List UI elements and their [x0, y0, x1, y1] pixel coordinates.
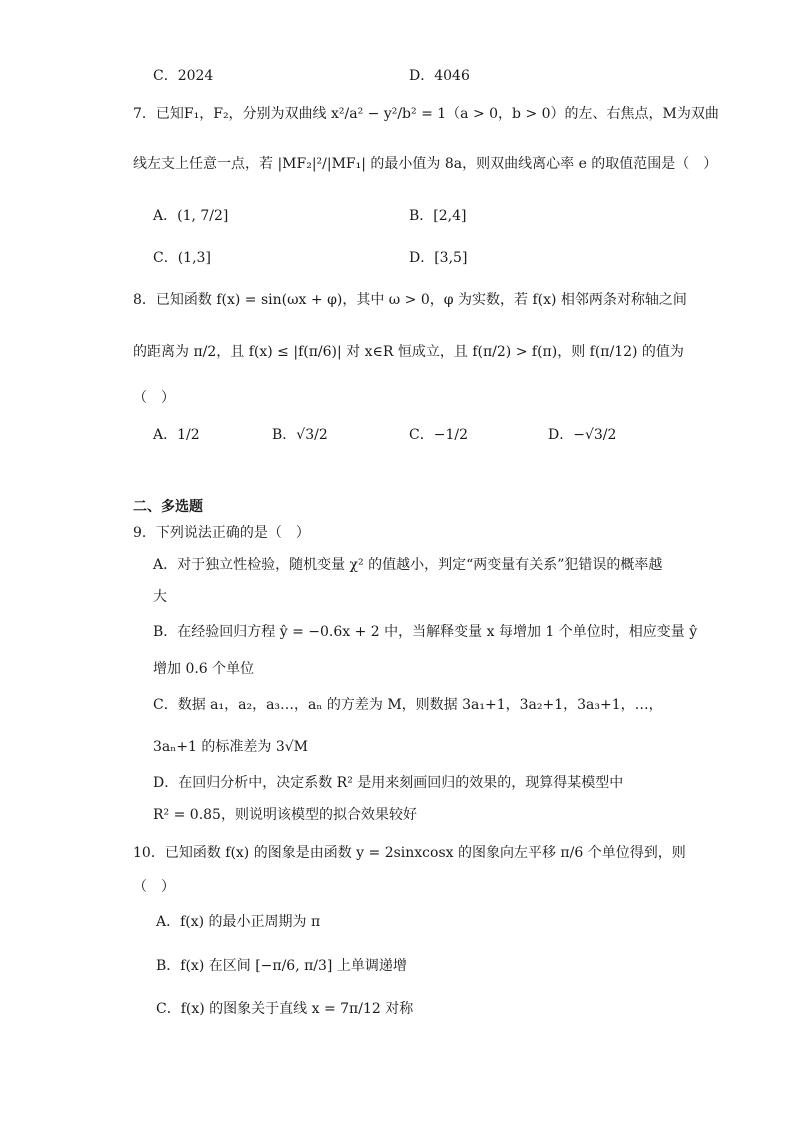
q8-stem-line1: 8．已知函数 f(x) = sin(ωx + φ)，其中 ω > 0，φ 为实数，若 f(x) 相邻两条对称轴之间 — [133, 292, 687, 308]
q9-option-b-line2: 增加 0.6 个单位 — [153, 661, 255, 677]
q9-option-c-line1: C．数据 a₁，a₂，a₃…，aₙ 的方差为 M，则数据 3a₁+1，3a₂+1，3a₃+1，…， — [153, 697, 663, 713]
q8-option-d: D．−√3/2 — [548, 427, 617, 443]
q7-stem-line2: 线左支上任意一点，若 |MF₂|²/|MF₁| 的最小值为 8a，则双曲线离心率 e 的取值范围是（ ） — [133, 156, 718, 172]
q9-option-d-line1: D．在回归分析中，决定系数 R² 是用来刻画回归的效果的，现算得某模型中 — [153, 775, 624, 791]
q6-option-c: C．2024 — [153, 68, 214, 84]
q8-option-b: B．√3/2 — [272, 427, 328, 443]
q7-option-c: C．(1,3] — [153, 250, 211, 266]
q8-option-a: A．1/2 — [153, 427, 200, 443]
q7-stem-line1: 7．已知F₁，F₂，分别为双曲线 x²/a² − y²/b² = 1（a > 0，b > 0）的左、右焦点，M为双曲 — [133, 106, 719, 122]
q9-option-d-line2: R² = 0.85，则说明该模型的拟合效果较好 — [153, 807, 417, 823]
q9-option-c-line2: 3aₙ+1 的标准差为 3√M — [153, 739, 309, 755]
q10-option-c: C．f(x) 的图象关于直线 x = 7π/12 对称 — [156, 1001, 414, 1017]
q10-option-a: A．f(x) 的最小正周期为 π — [156, 914, 321, 930]
q7-option-a: A．(1, 7/2] — [153, 208, 229, 224]
q9-option-a-line2: 大 — [153, 589, 167, 605]
q8-stem-line3: （ ） — [133, 390, 175, 406]
q8-stem-line2: 的距离为 π/2，且 f(x) ≤ |f(π/6)| 对 x∈R 恒成立，且 f(π/2) > f(π)，则 f(π/12) 的值为 — [133, 344, 684, 360]
q8-option-c: C．−1/2 — [409, 427, 468, 443]
q10-stem-line1: 10．已知函数 f(x) 的图象是由函数 y = 2sinxcosx 的图象向左平移 π/6 个单位得到，则 — [133, 845, 686, 861]
q10-option-b: B．f(x) 在区间 [−π/6, π/3] 上单调递增 — [156, 958, 407, 974]
q9-option-b-line1: B．在经验回归方程 ŷ = −0.6x + 2 中，当解释变量 x 每增加 1 个单位时，相应变量 ŷ — [153, 624, 698, 640]
q10-stem-line2: （ ） — [133, 879, 175, 895]
q6-option-d: D．4046 — [409, 68, 470, 84]
section-title: 二、多选题 — [133, 499, 203, 515]
q7-option-b: B．[2,4] — [409, 208, 467, 224]
q9-option-a-line1: A．对于独立性检验，随机变量 χ² 的值越小，判定“两变量有关系”犯错误的概率越 — [153, 557, 663, 573]
q7-option-d: D．[3,5] — [409, 250, 468, 266]
q9-stem: 9．下列说法正确的是（ ） — [133, 525, 310, 541]
